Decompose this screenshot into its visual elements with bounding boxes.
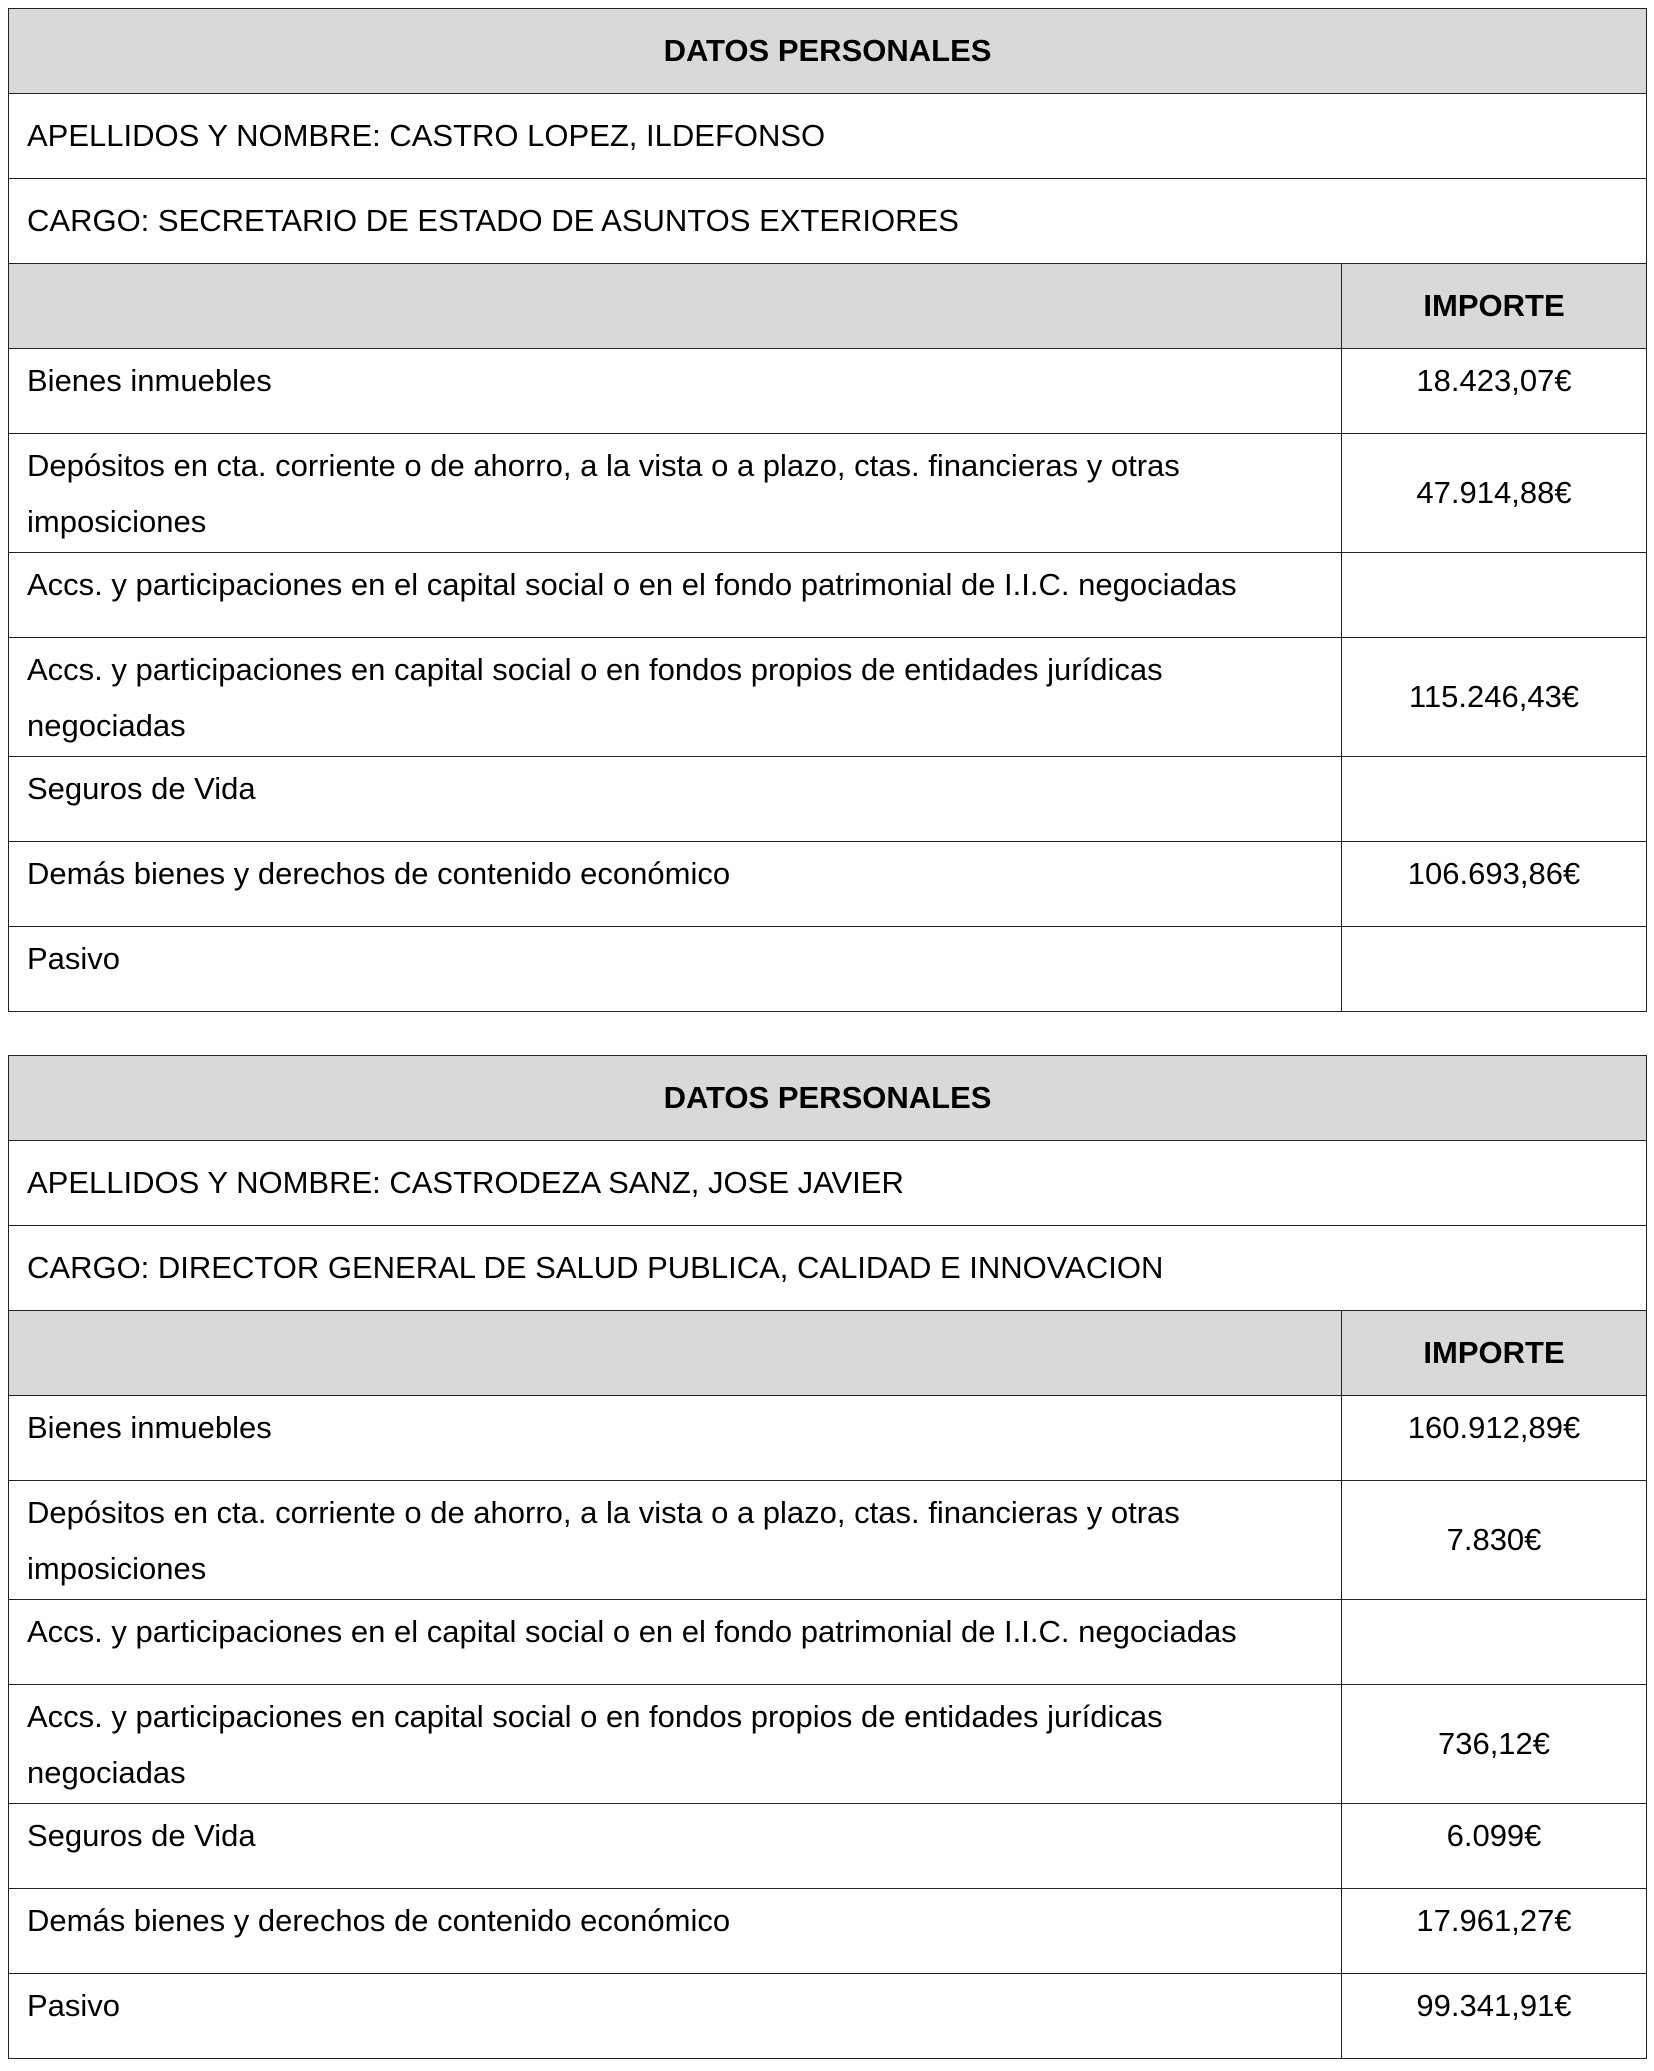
concept-header-cell [9,1311,1342,1396]
concept-cell: Seguros de Vida [9,757,1342,842]
concept-cell: Depósitos en cta. corriente o de ahorro, a la vista o a plazo, ctas. financieras y otras imposiciones [9,1481,1342,1600]
amount-header: IMPORTE [1342,264,1647,349]
concept-cell: Demás bienes y derechos de contenido económico [9,1889,1342,1974]
concept-cell: Pasivo [9,927,1342,1012]
asset-declaration-table [8,1055,1647,2059]
amount-cell: 17.961,27€ [1342,1889,1647,1974]
table-row [9,349,1647,434]
concept-cell: Accs. y participaciones en el capital social o en el fondo patrimonial de I.I.C. negociadas [9,1600,1342,1685]
concept-cell: Pasivo [9,1974,1342,2059]
concept-cell: Depósitos en cta. corriente o de ahorro, a la vista o a plazo, ctas. financieras y otras imposiciones [9,434,1342,553]
concept-cell: Accs. y participaciones en capital social o en fondos propios de entidades jurídicas negociadas [9,1685,1342,1804]
table-row [9,1685,1647,1804]
table-row [9,1396,1647,1481]
asset-declaration-table [8,8,1647,1012]
amount-cell [1342,757,1647,842]
amount-cell: 115.246,43€ [1342,638,1647,757]
table-row [9,1481,1647,1600]
concept-cell: Bienes inmuebles [9,1396,1342,1481]
concept-cell: Bienes inmuebles [9,349,1342,434]
amount-cell: 6.099€ [1342,1804,1647,1889]
amount-cell: 18.423,07€ [1342,349,1647,434]
table-row [9,1889,1647,1974]
amount-cell: 99.341,91€ [1342,1974,1647,2059]
table-row [9,927,1647,1012]
amount-header: IMPORTE [1342,1311,1647,1396]
table-row [9,553,1647,638]
amount-cell [1342,553,1647,638]
table-row [9,1804,1647,1889]
cargo-line: CARGO: DIRECTOR GENERAL DE SALUD PUBLICA, CALIDAD E INNOVACION [9,1226,1647,1311]
name-line: APELLIDOS Y NOMBRE: CASTRODEZA SANZ, JOSE JAVIER [9,1141,1647,1226]
table-row [9,757,1647,842]
concept-cell: Accs. y participaciones en el capital social o en el fondo patrimonial de I.I.C. negociadas [9,553,1342,638]
table-row [9,638,1647,757]
table-row [9,434,1647,553]
table-row [9,1974,1647,2059]
table-row [9,1600,1647,1685]
section-title: DATOS PERSONALES [9,1056,1647,1141]
table-row [9,842,1647,927]
amount-cell: 47.914,88€ [1342,434,1647,553]
amount-cell: 160.912,89€ [1342,1396,1647,1481]
cargo-line: CARGO: SECRETARIO DE ESTADO DE ASUNTOS EXTERIORES [9,179,1647,264]
amount-cell [1342,927,1647,1012]
section-title: DATOS PERSONALES [9,9,1647,94]
amount-cell: 7.830€ [1342,1481,1647,1600]
amount-cell: 106.693,86€ [1342,842,1647,927]
concept-header-cell [9,264,1342,349]
amount-cell: 736,12€ [1342,1685,1647,1804]
name-line: APELLIDOS Y NOMBRE: CASTRO LOPEZ, ILDEFONSO [9,94,1647,179]
concept-cell: Demás bienes y derechos de contenido económico [9,842,1342,927]
amount-cell [1342,1600,1647,1685]
concept-cell: Accs. y participaciones en capital social o en fondos propios de entidades jurídicas negociadas [9,638,1342,757]
concept-cell: Seguros de Vida [9,1804,1342,1889]
